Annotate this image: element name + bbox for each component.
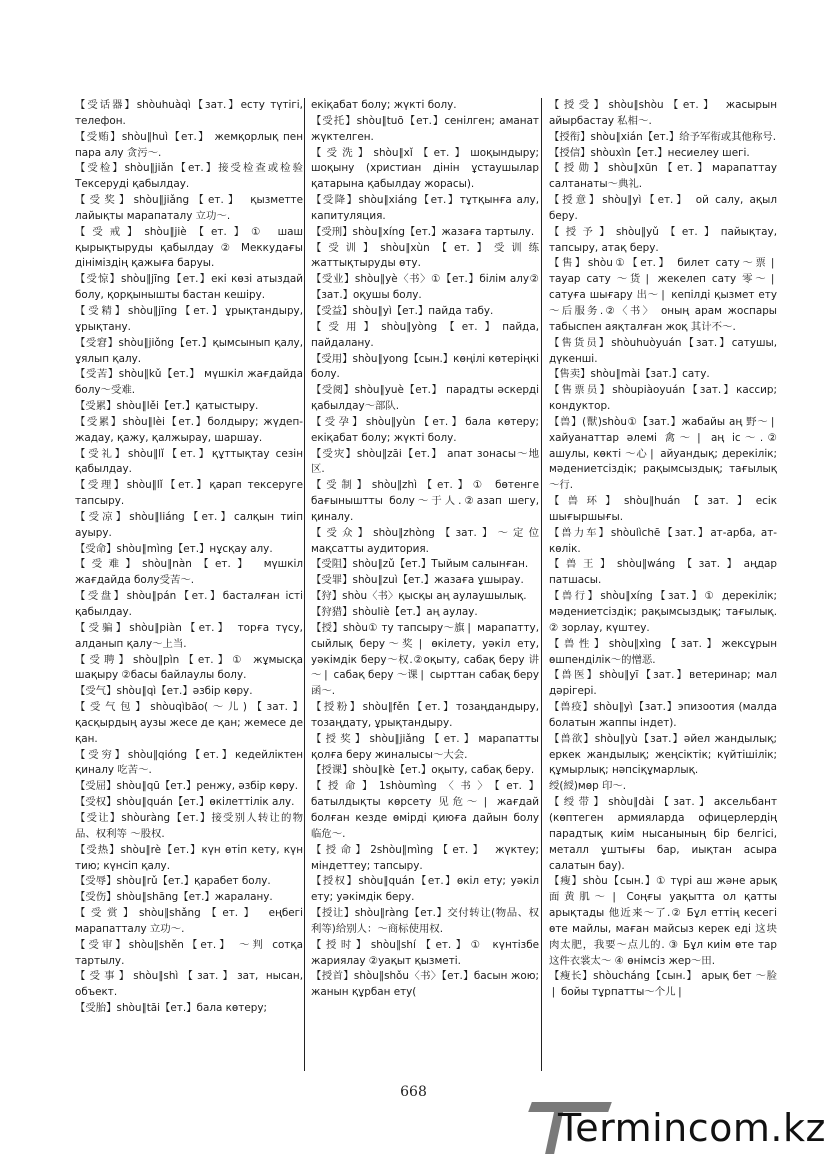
- dictionary-entry: 【受制】shòu∥zhì【ет.】① бөтенге бағыныштты болу～于人.②азап шегу, қиналу.: [311, 479, 539, 523]
- dictionary-entry: 【授课】shòu∥kè【ет.】оқыту, сабақ беру.: [311, 764, 535, 777]
- dictionary-entry: 【受伤】shòu∥shāng【ет.】жаралану.: [75, 891, 273, 904]
- dictionary-entry: 【受难】shòu∥nàn【ет.】 мүшкіл жағдайда болу受苦～.: [75, 558, 303, 587]
- dictionary-entry: 【授信】shòuxìn【ет.】несиелеу шегі.: [549, 146, 750, 159]
- dictionary-entry: 【受权】shòu∥quán【ет.】өкілеттілік алу.: [75, 796, 295, 809]
- dictionary-entry: 【兽医】shòu∥yī【зат.】ветеринар; мал дәрігері.: [549, 669, 777, 698]
- dictionary-entry: 【狩猎】shòuliè【ет.】аң аулау.: [311, 606, 478, 618]
- dictionary-entry: 【受穷】shòu∥qióng【ет.】кедейліктен қиналу 吃苦～.: [75, 748, 303, 777]
- dictionary-entry: 【瘦长】shòucháng【сын.】 арық бет ～脸❘ бойы тұрпатты～个儿❘: [549, 970, 777, 999]
- column-left: [75, 98, 303, 1069]
- dictionary-entry: 【兽性】shòu∥xìng【зат.】жексұрын өшпенділік～的憎恶.: [549, 637, 777, 666]
- dictionary-entry: 【受热】shòu∥rè【ет.】күн өтіп кету, күн тию; күнсіп қалу.: [75, 843, 303, 872]
- dictionary-entry: 【受礼】shòu∥lǐ【ет.】құттықтау сезін қабылдау.: [75, 447, 303, 476]
- dictionary-entry: 【受刑】shòu∥xíng【ет.】жазаға тартылу.: [311, 225, 535, 238]
- dictionary-entry: 【受盘】shòu∥pán【ет.】басталған істі қабылдау.: [75, 590, 303, 618]
- dictionary-entry: 【兽疫】shòu∥yì【зат.】эпизоотия (малда болатын жаппы індет).: [549, 701, 777, 729]
- dictionary-entry: 【绶带】shòu∥dài【зат.】аксельбант (көптеген армияларда офицерлердің парадтық киім нысанының бір белгісі, металл ұштығы бар, иықтан асыра салатын бау).: [549, 796, 777, 872]
- dictionary-entry: 【受话器】shòuhuàqì【зат.】есту түтігі, телефон.: [75, 99, 303, 127]
- dictionary-entry: 【受阅】shòu∥yuè【ет.】 парадты әскерді қабылдау～部队.: [311, 384, 539, 413]
- dictionary-entry: 【受奖】shòu∥jiǎng【ет.】 қызметте лайықты марапаталу 立功～.: [75, 194, 303, 222]
- dictionary-entry: 【受灾】shòu∥zāi【ет.】 апат зонасы～地区.: [311, 447, 539, 476]
- dictionary-entry: 【受命】shòu∥mìng【ет.】нұсқау алу.: [75, 542, 273, 555]
- dictionary-entry: 【受托】shòu∥tuō【ет.】сенілген; аманат жүктелген.: [311, 114, 539, 143]
- dictionary-entry: 【兽欲】shòu∥yù【зат.】әйел жандылық; еркек жандылық; жеңсіктік; күйтішілік; құмырлық; нәпсіқұмарлық.: [549, 732, 777, 777]
- dictionary-entry: 【授】shòu① ту тапсыру～旗❘ марапатту, сыйлық беру～奖❘ өкілету, уәкіл ету, уәкімдік беру～权.②оқыту, сабақ беру 讲～❘ сабақ беру ～课❘ сырттан сабақ беру 函～.: [311, 621, 539, 698]
- dictionary-entry: 【受戒】shòu∥jiè【ет.】① шаш қырықтыруды қабылдау ② Меккудағы дініміздің қажыға баруы.: [75, 225, 303, 270]
- dictionary-entry: 【授衔】shòu∥xián【ет.】给予军衔或其他称号.: [549, 130, 777, 143]
- dictionary-entry: 【受益】shòu∥yì【ет.】пайда табу.: [311, 304, 494, 317]
- dictionary-entry: 【受贿】shòu∥huì【ет.】 жемқорлық пен пара алу 贪污～.: [75, 130, 303, 159]
- dictionary-entry: 【授粉】shòu∥fěn【ет.】тозаңдандыру, тозаңдату, ұрықтандыру.: [311, 701, 539, 729]
- dictionary-entry: 【受骗】shòu∥piàn【ет.】 торға түсу, алданып қалу～上当.: [75, 621, 303, 650]
- dictionary-entry: 【受气包】shòuqìbāo(～儿)【зат.】қасқырдың аузы жесе де қан; жемесе де қан.: [75, 701, 303, 745]
- dictionary-entry: 【售卖】shòu∥mài【зат.】сату.: [549, 368, 710, 381]
- dictionary-entry: 【受用】shòu∥yòng【ет.】пайда, пайдалану.: [311, 320, 539, 349]
- dictionary-entry: 【授权】shòu∥quán【ет.】өкіл ету; уәкіл ету; уәкімдік беру.: [311, 875, 539, 904]
- dictionary-entry: 【授勋】shòu∥xūn【ет.】марапаттау салтанаты～典礼.: [549, 162, 777, 191]
- dictionary-entry: 【受凉】shòu∥liáng【ет.】салқын тиіп ауыру.: [75, 510, 303, 539]
- dictionary-entry: 【授意】shòu∥yì【ет.】 ой салу, ақыл беру.: [549, 194, 777, 222]
- dictionary-entry: 【兽环】shòu∥huán【зат.】есік шығыршығы.: [549, 495, 777, 523]
- dictionary-entry: 【受胎】shòu∥tāi【ет.】бала көтеру;: [75, 1002, 267, 1015]
- dictionary-entry: 【受窘】shòu∥jiǒng【ет.】қымсынып қалу, ұялып қалу.: [75, 336, 303, 365]
- dictionary-entry: 【售货员】shòuhuòyuán【зат.】сатушы, дүкенші.: [549, 336, 777, 365]
- dictionary-entry: екіқабат болу; жүкті болу.: [311, 99, 457, 111]
- dictionary-entry: 【受惊】shòu∥jīng【ет.】екі көзі атыздай болу, қорқынышты бастан кешіру.: [75, 273, 303, 302]
- column-divider: [541, 98, 542, 1071]
- dictionary-entry: 【受阻】shòu∥zǔ【ет.】Тыйым салынған.: [311, 558, 529, 571]
- dictionary-entry: 【受洗】shòu∥xǐ【ет.】шоқындыру; шоқыну (христиан дінін ұстаушылар қатарына қабылдау жорасы).: [311, 146, 539, 191]
- dictionary-entry: 【兽王】shòu∥wáng【зат.】аңдар патшасы.: [549, 558, 777, 587]
- dictionary-entry: 【受气】shòu∥qì【ет.】әзбір көру.: [75, 685, 253, 698]
- dictionary-entry: 【受训】shòu∥xùn【ет.】受训练 жаттықтыруды өту.: [311, 241, 539, 270]
- dictionary-entry: 【受孕】shòu∥yùn【ет.】бала көтеру; екіқабат болу; жүкті болу.: [311, 415, 539, 444]
- dictionary-entry: 【受审】shòu∥shěn【ет.】 ～判 сотқа тартылу.: [75, 938, 303, 967]
- column-middle: [311, 98, 539, 1069]
- dictionary-entry: 【授时】shòu∥shí【ет.】① күнтізбе жариялау ②уақыт қызметі.: [311, 938, 539, 967]
- dictionary-entry: 【兽】(獸)shòu①【зат.】жабайы аң 野～❘ хайуанаттар әлемі 禽～❘ аң іс～.② ашулы, көкті ～心❘ айуандық; дерекілік; мәдениетсіздік; рақымсыздық; тағылық～行.: [549, 415, 777, 492]
- dictionary-entry: 【受苦】shòu∥kǔ【ет.】 мүшкіл жағдайда болу～受难.: [75, 368, 303, 397]
- dictionary-entry: 【受罪】shòu∥zuì【ет.】жазаға ұшырау.: [311, 574, 524, 587]
- dictionary-entry: 【授命】2shòu∥mìng【ет.】 жүктеу; міндеттеу; тапсыру.: [311, 843, 539, 872]
- site-logo-text: Termincom.kz: [558, 1106, 826, 1150]
- dictionary-entry: 【兽行】shòu∥xíng【зат.】① дерекілік; мәдениетсіздік; рақымсыздық; тағылық. ② зорлау, күштеу.: [549, 590, 777, 634]
- dictionary-entry: 【售】shòu①【ет.】 билет сату～票❘ тауар сату ～货❘ жекелеп сату 零～❘ сатуға шығару 出～❘ кепілді қызмет ету ～后服务.②〈书〉 оның арам жоспары табыспен аяқталған жоқ 其计不～.: [549, 257, 777, 333]
- dictionary-entry: 【受理】shòu∥lǐ【ет.】қарап тексеруге тапсыру.: [75, 479, 303, 508]
- site-logo[interactable]: [528, 1098, 826, 1158]
- dictionary-entry: 【受降】shòu∥xiáng【ет.】тұтқынға алу, капитуляция.: [311, 194, 539, 222]
- dictionary-entry: 【受辱】shòu∥rǔ【ет.】қарабет болу.: [75, 875, 271, 888]
- dictionary-entry: 【受赏】shòu∥shǎng【ет.】 еңбегі марапатталу 立功～.: [75, 907, 303, 935]
- dictionary-entry: 【授奖】shòu∥jiǎng【ет.】марапатты қолға беру жиналысы～大会.: [311, 732, 539, 761]
- dictionary-entry: 【受聘】shòu∥pìn【ет.】① жұмысқа шақыру ②басы байлаулы болу.: [75, 653, 303, 682]
- dictionary-entry: 【狩】shòu〈书〉қысқы аң аулаушылық.: [311, 590, 527, 603]
- column-right: [549, 98, 777, 1069]
- dictionary-entry: 【受精】shòu∥jīng【ет.】ұрықтандыру, ұрықтану.: [75, 304, 303, 333]
- dictionary-entry: 【授予】shòu∥yǔ【ет.】пайықтау, тапсыру, атақ беру.: [549, 225, 777, 254]
- dictionary-entry: 【瘦】shòu【сын.】① түрі аш және арық 面黄肌～❘ Соңғы уақытта ол қатты арықтады 他近来～了.② Бұл еттің кесегі өте майлы, маған майсыз керек еді 这块肉太肥，我要～点儿的. ③ Бұл киім өте тар 这件衣裳太～ ④ өнімсіз жер～田.: [549, 875, 777, 967]
- dictionary-entry: 【受用】shòu∥yong【сын.】көңілі көтеріңкі болу.: [311, 352, 539, 381]
- dictionary-entry: 【售票员】shòupiàoyuán【зат.】кассир; кондуктор.: [549, 384, 777, 413]
- dictionary-entry: 【受众】shòu∥zhòng【зат.】～定位 мақсатты аудитория.: [311, 526, 539, 555]
- column-divider: [304, 98, 305, 1071]
- dictionary-entry: 【授让】shòu∥ràng【ет.】交付转让(物品、权利等)给别人：～商标使用权.: [311, 907, 539, 935]
- dictionary-entry: 【兽力车】shòulìchē【зат.】ат-арба, ат-көлік.: [549, 526, 777, 555]
- dictionary-entry: 【授首】shòu∥shǒu〈书〉【ет.】басын жою; жанын құрбан ету(: [311, 970, 539, 999]
- dictionary-entry: 【受事】shòu∥shì【зат.】зат, нысан, объект.: [75, 970, 303, 999]
- page-number: 668: [400, 1084, 427, 1100]
- dictionary-entry: 【授命】1shòumìng〈书〉【ет.】батылдықты көрсету 见危～❘ жағдай болған кезде өмірді қиюға дайын болу 临危～.: [311, 780, 539, 840]
- dictionary-entry: 【受让】shòuràng【ет.】接受别人转让的物品、权利等 ～股权.: [75, 811, 303, 840]
- dictionary-entry: 【受业】shòu∥yè〈书〉①【ет.】білім алу②【зат.】оқушы болу.: [311, 273, 539, 302]
- dictionary-entry: 【受检】shòu∥jiǎn【ет.】接受检查或检验 Тексеруді қабылдау.: [75, 162, 303, 191]
- dictionary-entry: 【受累】shòu∥lěi【ет.】қатыстыру.: [75, 400, 259, 413]
- dictionary-entry: 【授受】shòu∥shòu【ет.】 жасырын айырбастау 私相～.: [549, 99, 777, 127]
- dictionary-entry: 【受屈】shòu∥qū【ет.】ренжу, әзбір көру.: [75, 780, 299, 793]
- dictionary-entry: 绶(綬)мөр 印～.: [549, 780, 627, 793]
- dictionary-entry: 【受累】shòu∥lèi【ет.】болдыру; жүдеп-жадау, қажу, қалжырау, шаршау.: [75, 415, 303, 444]
